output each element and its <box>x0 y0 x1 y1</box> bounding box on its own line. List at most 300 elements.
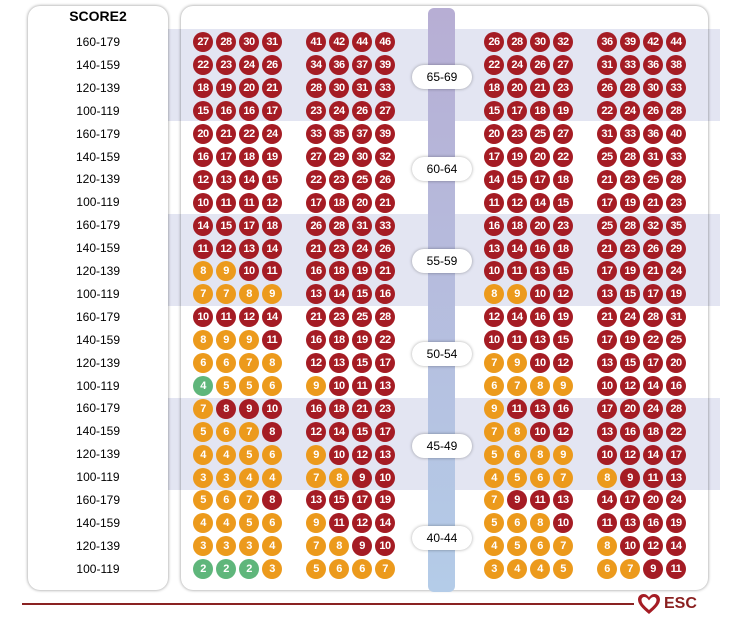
risk-value-circle: 2 <box>216 559 236 579</box>
risk-value-circle: 46 <box>375 32 395 52</box>
risk-value-circle: 3 <box>484 559 504 579</box>
risk-value-circle: 19 <box>352 330 372 350</box>
risk-value-circle: 15 <box>352 422 372 442</box>
age-axis-bar <box>428 8 455 592</box>
risk-value-circle: 8 <box>484 284 504 304</box>
risk-value-circle: 15 <box>553 330 573 350</box>
risk-value-circle: 17 <box>620 490 640 510</box>
risk-value-circle: 25 <box>352 307 372 327</box>
risk-value-circle: 12 <box>553 353 573 373</box>
risk-value-circle: 5 <box>484 445 504 465</box>
risk-value-circle: 26 <box>352 101 372 121</box>
risk-value-circle: 7 <box>306 468 326 488</box>
risk-value-circle: 14 <box>329 422 349 442</box>
risk-value-circle: 15 <box>262 170 282 190</box>
risk-value-circle: 6 <box>216 353 236 373</box>
bp-label: 160-179 <box>75 126 121 141</box>
risk-value-circle: 4 <box>193 445 213 465</box>
risk-value-circle: 17 <box>352 490 372 510</box>
bp-label: 100-119 <box>76 286 120 301</box>
risk-value-circle: 18 <box>507 216 527 236</box>
bp-label: 140-159 <box>75 241 121 256</box>
risk-value-circle: 18 <box>193 78 213 98</box>
risk-value-circle: 12 <box>620 445 640 465</box>
risk-value-circle: 26 <box>262 55 282 75</box>
risk-value-circle: 10 <box>484 330 504 350</box>
risk-value-circle: 12 <box>507 193 527 213</box>
risk-value-circle: 10 <box>530 284 550 304</box>
bp-label: 140-159 <box>75 424 121 439</box>
risk-value-circle: 26 <box>375 170 395 190</box>
risk-value-circle: 6 <box>597 559 617 579</box>
risk-value-circle: 28 <box>216 32 236 52</box>
risk-value-circle: 5 <box>553 559 573 579</box>
risk-value-circle: 23 <box>329 307 349 327</box>
risk-value-circle: 13 <box>306 490 326 510</box>
risk-value-circle: 20 <box>620 399 640 419</box>
risk-value-circle: 19 <box>620 193 640 213</box>
risk-value-circle: 30 <box>530 32 550 52</box>
risk-value-circle: 31 <box>597 124 617 144</box>
risk-value-circle: 37 <box>352 55 372 75</box>
risk-value-circle: 5 <box>239 376 259 396</box>
risk-value-circle: 21 <box>597 239 617 259</box>
risk-value-circle: 28 <box>329 216 349 236</box>
risk-value-circle: 2 <box>239 559 259 579</box>
bp-label: 120-139 <box>75 80 121 95</box>
risk-value-circle: 12 <box>262 193 282 213</box>
risk-value-circle: 24 <box>643 399 663 419</box>
risk-value-circle: 12 <box>239 307 259 327</box>
risk-value-circle: 7 <box>193 399 213 419</box>
risk-value-circle: 9 <box>306 513 326 533</box>
risk-value-circle: 33 <box>620 124 640 144</box>
risk-value-circle: 8 <box>329 468 349 488</box>
risk-value-circle: 11 <box>666 559 686 579</box>
risk-value-circle: 20 <box>643 490 663 510</box>
risk-value-circle: 7 <box>507 376 527 396</box>
risk-value-circle: 28 <box>620 147 640 167</box>
risk-value-circle: 14 <box>507 239 527 259</box>
risk-value-circle: 10 <box>193 193 213 213</box>
risk-value-circle: 31 <box>352 216 372 236</box>
risk-value-circle: 17 <box>597 261 617 281</box>
risk-value-circle: 15 <box>553 261 573 281</box>
risk-value-circle: 19 <box>620 330 640 350</box>
risk-value-circle: 28 <box>306 78 326 98</box>
risk-value-circle: 17 <box>484 147 504 167</box>
risk-value-circle: 8 <box>530 445 550 465</box>
risk-value-circle: 8 <box>262 353 282 373</box>
bp-label: 120-139 <box>75 264 121 278</box>
risk-value-circle: 18 <box>553 170 573 190</box>
risk-value-circle: 10 <box>329 376 349 396</box>
risk-value-circle: 39 <box>620 32 640 52</box>
risk-value-circle: 11 <box>239 193 259 213</box>
risk-value-circle: 16 <box>306 261 326 281</box>
risk-value-circle: 21 <box>306 239 326 259</box>
risk-value-circle: 3 <box>193 468 213 488</box>
risk-value-circle: 18 <box>329 193 349 213</box>
risk-value-circle: 4 <box>216 513 236 533</box>
risk-value-circle: 32 <box>375 147 395 167</box>
risk-value-circle: 11 <box>484 193 504 213</box>
risk-value-circle: 9 <box>239 330 259 350</box>
risk-value-circle: 23 <box>553 216 573 236</box>
risk-value-circle: 20 <box>530 216 550 236</box>
risk-value-circle: 41 <box>306 32 326 52</box>
risk-value-circle: 17 <box>507 101 527 121</box>
risk-value-circle: 12 <box>306 422 326 442</box>
risk-value-circle: 7 <box>216 284 236 304</box>
risk-value-circle: 8 <box>530 513 550 533</box>
risk-value-circle: 30 <box>239 32 259 52</box>
bp-label: 100-119 <box>76 378 120 393</box>
risk-value-circle: 21 <box>643 193 663 213</box>
risk-value-circle: 29 <box>329 147 349 167</box>
risk-value-circle: 22 <box>484 55 504 75</box>
bp-label: 120-139 <box>75 447 121 462</box>
risk-value-circle: 7 <box>553 468 573 488</box>
risk-value-circle: 16 <box>216 101 236 121</box>
risk-value-circle: 10 <box>530 353 550 373</box>
age-label: 45-49 <box>412 434 472 458</box>
risk-value-circle: 8 <box>530 376 550 396</box>
risk-value-circle: 31 <box>666 307 686 327</box>
risk-value-circle: 13 <box>375 445 395 465</box>
risk-value-circle: 5 <box>193 422 213 442</box>
risk-value-circle: 9 <box>262 284 282 304</box>
risk-value-circle: 36 <box>643 124 663 144</box>
risk-value-circle: 11 <box>329 513 349 533</box>
risk-value-circle: 23 <box>306 101 326 121</box>
risk-value-circle: 17 <box>306 193 326 213</box>
risk-value-circle: 24 <box>239 55 259 75</box>
risk-value-circle: 6 <box>507 445 527 465</box>
risk-value-circle: 28 <box>620 78 640 98</box>
bp-label: 140-159 <box>75 57 121 72</box>
age-label: 65-69 <box>412 65 472 89</box>
bp-label: 160-179 <box>75 493 121 507</box>
risk-value-circle: 14 <box>262 239 282 259</box>
risk-value-circle: 17 <box>216 147 236 167</box>
risk-value-circle: 16 <box>239 101 259 121</box>
risk-value-circle: 9 <box>620 468 640 488</box>
risk-value-circle: 18 <box>329 399 349 419</box>
risk-value-circle: 9 <box>352 536 372 556</box>
risk-value-circle: 19 <box>620 261 640 281</box>
risk-value-circle: 18 <box>329 261 349 281</box>
risk-value-circle: 11 <box>216 193 236 213</box>
risk-value-circle: 21 <box>530 78 550 98</box>
risk-value-circle: 14 <box>666 536 686 556</box>
risk-value-circle: 38 <box>666 55 686 75</box>
risk-value-circle: 16 <box>193 147 213 167</box>
risk-value-circle: 16 <box>530 307 550 327</box>
risk-value-circle: 22 <box>306 170 326 190</box>
risk-value-circle: 9 <box>306 376 326 396</box>
risk-value-circle: 14 <box>329 284 349 304</box>
risk-value-circle: 9 <box>306 445 326 465</box>
risk-value-circle: 6 <box>329 559 349 579</box>
risk-value-circle: 19 <box>375 490 395 510</box>
risk-value-circle: 15 <box>620 284 640 304</box>
risk-value-circle: 4 <box>193 376 213 396</box>
risk-value-circle: 10 <box>553 513 573 533</box>
risk-value-circle: 13 <box>239 239 259 259</box>
risk-value-circle: 27 <box>553 124 573 144</box>
bp-label: 140-159 <box>75 515 121 530</box>
risk-value-circle: 8 <box>597 536 617 556</box>
risk-value-circle: 16 <box>666 376 686 396</box>
risk-value-circle: 31 <box>262 32 282 52</box>
risk-value-circle: 5 <box>306 559 326 579</box>
risk-value-circle: 13 <box>375 376 395 396</box>
risk-value-circle: 21 <box>597 170 617 190</box>
risk-value-circle: 17 <box>597 193 617 213</box>
risk-value-circle: 3 <box>262 559 282 579</box>
risk-value-circle: 32 <box>553 32 573 52</box>
risk-value-circle: 12 <box>553 422 573 442</box>
risk-value-circle: 12 <box>643 536 663 556</box>
risk-value-circle: 18 <box>262 216 282 236</box>
risk-value-circle: 11 <box>507 330 527 350</box>
risk-value-circle: 5 <box>507 536 527 556</box>
risk-value-circle: 11 <box>507 261 527 281</box>
risk-value-circle: 24 <box>352 239 372 259</box>
risk-value-circle: 33 <box>620 55 640 75</box>
risk-value-circle: 15 <box>352 353 372 373</box>
risk-value-circle: 21 <box>306 307 326 327</box>
risk-value-circle: 4 <box>193 513 213 533</box>
risk-value-circle: 11 <box>597 513 617 533</box>
risk-value-circle: 17 <box>262 101 282 121</box>
risk-value-circle: 31 <box>643 147 663 167</box>
risk-value-circle: 9 <box>216 330 236 350</box>
age-label: 55-59 <box>412 249 472 273</box>
risk-value-circle: 40 <box>666 124 686 144</box>
risk-value-circle: 19 <box>262 147 282 167</box>
risk-value-circle: 28 <box>666 170 686 190</box>
risk-value-circle: 12 <box>352 513 372 533</box>
risk-value-circle: 13 <box>530 330 550 350</box>
risk-value-circle: 19 <box>352 261 372 281</box>
risk-value-circle: 42 <box>329 32 349 52</box>
risk-value-circle: 4 <box>216 445 236 465</box>
risk-value-circle: 15 <box>553 193 573 213</box>
risk-value-circle: 8 <box>239 284 259 304</box>
risk-value-circle: 14 <box>239 170 259 190</box>
risk-value-circle: 25 <box>597 216 617 236</box>
risk-value-circle: 18 <box>553 239 573 259</box>
risk-value-circle: 28 <box>643 307 663 327</box>
risk-value-circle: 20 <box>507 78 527 98</box>
risk-value-circle: 21 <box>352 399 372 419</box>
risk-value-circle: 27 <box>193 32 213 52</box>
risk-value-circle: 36 <box>597 32 617 52</box>
risk-value-circle: 26 <box>530 55 550 75</box>
risk-value-circle: 21 <box>643 261 663 281</box>
risk-value-circle: 25 <box>530 124 550 144</box>
risk-value-circle: 20 <box>666 353 686 373</box>
risk-value-circle: 13 <box>553 490 573 510</box>
risk-value-circle: 33 <box>375 216 395 236</box>
chart-title: SCORE2 <box>69 8 127 24</box>
risk-value-circle: 14 <box>375 513 395 533</box>
risk-value-circle: 26 <box>375 239 395 259</box>
risk-value-circle: 27 <box>375 101 395 121</box>
bp-label: 120-139 <box>75 538 121 553</box>
risk-value-circle: 12 <box>553 284 573 304</box>
risk-value-circle: 9 <box>553 376 573 396</box>
risk-value-circle: 17 <box>375 422 395 442</box>
esc-logo-text: ESC <box>664 595 697 612</box>
risk-value-circle: 28 <box>666 399 686 419</box>
risk-value-circle: 20 <box>239 78 259 98</box>
risk-value-circle: 14 <box>643 376 663 396</box>
risk-value-circle: 9 <box>507 284 527 304</box>
risk-value-circle: 6 <box>530 536 550 556</box>
risk-value-circle: 4 <box>262 468 282 488</box>
risk-value-circle: 6 <box>262 445 282 465</box>
risk-value-circle: 22 <box>193 55 213 75</box>
risk-value-circle: 12 <box>216 239 236 259</box>
risk-value-circle: 8 <box>329 536 349 556</box>
risk-value-circle: 20 <box>193 124 213 144</box>
heart-icon <box>637 593 661 615</box>
risk-value-circle: 18 <box>530 101 550 121</box>
risk-value-circle: 10 <box>375 536 395 556</box>
risk-value-circle: 8 <box>262 490 282 510</box>
risk-value-circle: 35 <box>666 216 686 236</box>
risk-value-circle: 19 <box>553 101 573 121</box>
risk-value-circle: 32 <box>643 216 663 236</box>
risk-value-circle: 21 <box>262 78 282 98</box>
risk-value-circle: 30 <box>352 147 372 167</box>
risk-value-circle: 16 <box>643 513 663 533</box>
risk-value-circle: 7 <box>375 559 395 579</box>
risk-value-circle: 34 <box>306 55 326 75</box>
risk-value-circle: 16 <box>553 399 573 419</box>
risk-value-circle: 28 <box>507 32 527 52</box>
risk-value-circle: 44 <box>352 32 372 52</box>
bp-label: 160-179 <box>75 401 121 416</box>
risk-value-circle: 11 <box>352 376 372 396</box>
risk-value-circle: 18 <box>484 78 504 98</box>
risk-value-circle: 17 <box>597 330 617 350</box>
risk-value-circle: 23 <box>507 124 527 144</box>
risk-value-circle: 16 <box>306 330 326 350</box>
risk-value-circle: 27 <box>553 55 573 75</box>
risk-value-circle: 26 <box>306 216 326 236</box>
risk-value-circle: 15 <box>620 353 640 373</box>
risk-value-circle: 18 <box>329 330 349 350</box>
esc-logo <box>637 592 697 616</box>
risk-value-circle: 8 <box>507 422 527 442</box>
risk-value-circle: 5 <box>216 376 236 396</box>
risk-value-circle: 4 <box>484 468 504 488</box>
risk-value-circle: 22 <box>375 330 395 350</box>
risk-value-circle: 10 <box>484 261 504 281</box>
bp-label: 160-179 <box>75 309 121 324</box>
risk-value-circle: 23 <box>620 170 640 190</box>
risk-value-circle: 17 <box>597 399 617 419</box>
risk-value-circle: 15 <box>507 170 527 190</box>
risk-value-circle: 13 <box>306 284 326 304</box>
risk-value-circle: 6 <box>216 422 236 442</box>
risk-value-circle: 5 <box>239 513 259 533</box>
risk-value-circle: 10 <box>239 261 259 281</box>
risk-value-circle: 13 <box>329 353 349 373</box>
risk-value-circle: 28 <box>620 216 640 236</box>
risk-value-circle: 4 <box>507 559 527 579</box>
risk-value-circle: 26 <box>597 78 617 98</box>
risk-value-circle: 10 <box>530 422 550 442</box>
risk-value-circle: 23 <box>329 170 349 190</box>
risk-value-circle: 7 <box>484 490 504 510</box>
risk-value-circle: 12 <box>620 376 640 396</box>
risk-value-circle: 14 <box>484 170 504 190</box>
risk-value-circle: 7 <box>239 422 259 442</box>
risk-value-circle: 22 <box>597 101 617 121</box>
risk-value-circle: 16 <box>306 399 326 419</box>
risk-value-circle: 6 <box>530 468 550 488</box>
risk-value-circle: 44 <box>666 32 686 52</box>
risk-value-circle: 24 <box>507 55 527 75</box>
risk-value-circle: 9 <box>484 399 504 419</box>
risk-value-circle: 21 <box>597 307 617 327</box>
bp-label: 100-119 <box>76 561 120 576</box>
risk-value-circle: 33 <box>666 78 686 98</box>
risk-value-circle: 33 <box>306 124 326 144</box>
risk-value-circle: 15 <box>329 490 349 510</box>
risk-value-circle: 20 <box>352 193 372 213</box>
risk-value-circle: 6 <box>216 490 236 510</box>
risk-value-circle: 22 <box>666 422 686 442</box>
risk-value-circle: 20 <box>530 147 550 167</box>
risk-value-circle: 23 <box>666 193 686 213</box>
risk-value-circle: 37 <box>352 124 372 144</box>
risk-value-circle: 14 <box>597 490 617 510</box>
risk-value-circle: 13 <box>484 239 504 259</box>
risk-value-circle: 39 <box>375 124 395 144</box>
risk-value-circle: 33 <box>666 147 686 167</box>
risk-value-circle: 17 <box>239 216 259 236</box>
risk-value-circle: 12 <box>193 170 213 190</box>
risk-value-circle: 7 <box>484 353 504 373</box>
risk-value-circle: 19 <box>666 513 686 533</box>
risk-value-circle: 19 <box>216 78 236 98</box>
risk-value-circle: 10 <box>329 445 349 465</box>
risk-value-circle: 23 <box>553 78 573 98</box>
risk-value-circle: 11 <box>262 330 282 350</box>
risk-value-circle: 8 <box>193 261 213 281</box>
risk-value-circle: 4 <box>239 468 259 488</box>
risk-value-circle: 18 <box>239 147 259 167</box>
bp-label: 140-159 <box>75 149 121 164</box>
risk-value-circle: 8 <box>216 399 236 419</box>
risk-value-circle: 7 <box>239 490 259 510</box>
risk-value-circle: 9 <box>553 445 573 465</box>
risk-value-circle: 25 <box>597 147 617 167</box>
risk-value-circle: 12 <box>306 353 326 373</box>
risk-value-circle: 27 <box>306 147 326 167</box>
risk-value-circle: 36 <box>329 55 349 75</box>
risk-value-circle: 21 <box>216 124 236 144</box>
risk-value-circle: 15 <box>216 216 236 236</box>
risk-value-circle: 10 <box>193 307 213 327</box>
risk-value-circle: 18 <box>643 422 663 442</box>
